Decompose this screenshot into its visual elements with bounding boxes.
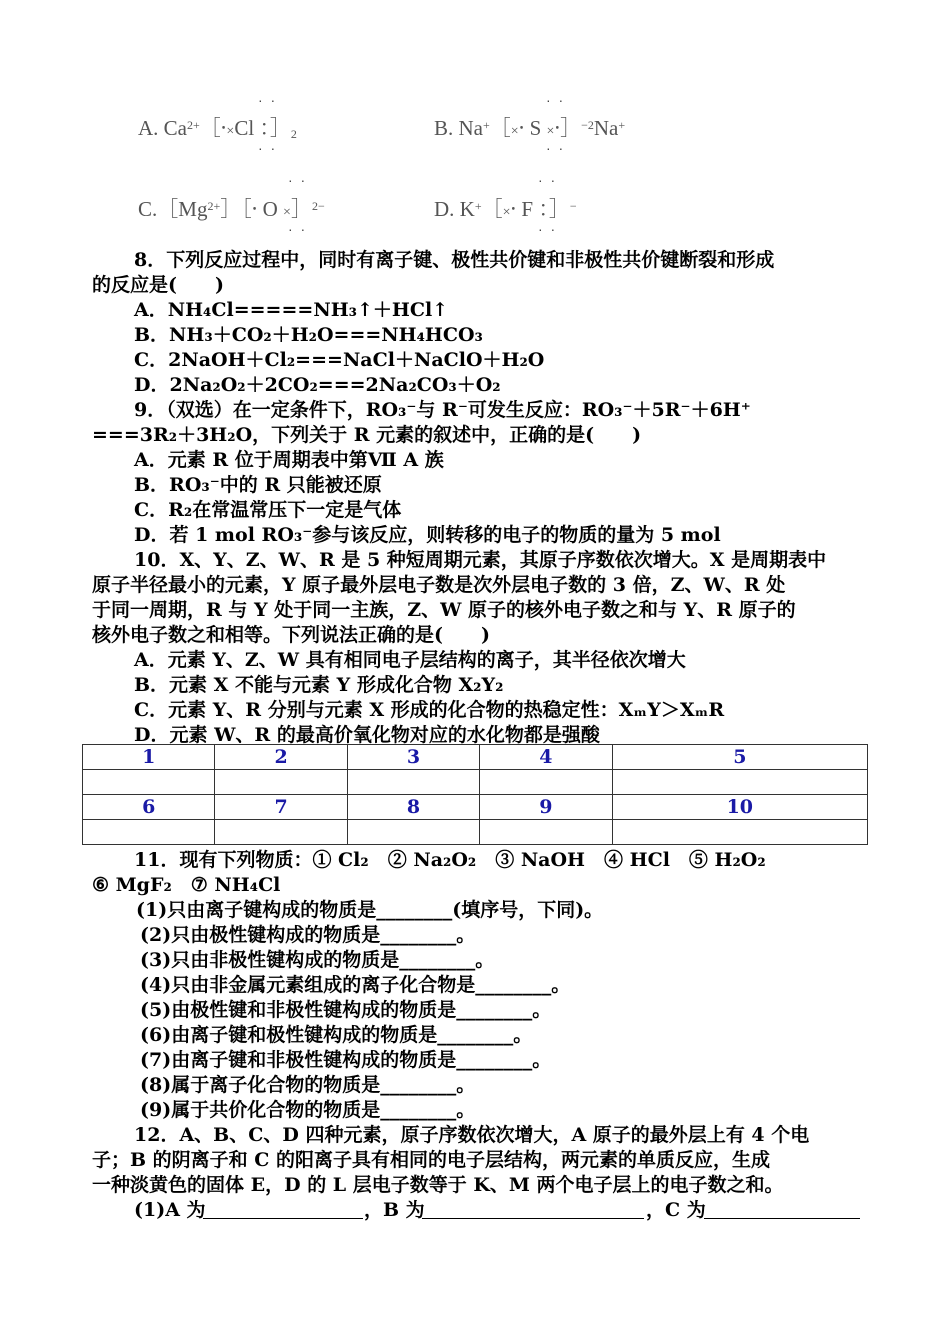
option-label: D. [434, 197, 455, 221]
answer-cell[interactable] [83, 820, 215, 845]
cation: Na [458, 116, 484, 140]
cation-charge: 2+ [187, 118, 200, 132]
cation-charge: + [474, 199, 482, 213]
q12-part-1-c-label: ，C 为 [646, 1199, 706, 1221]
cation-charge: 2+ [207, 199, 221, 213]
anion-charge: − [569, 199, 577, 213]
anion-charge: −2 [581, 118, 594, 132]
q11-part-6: (6)由离子键和极性键构成的物质是________。 [140, 1024, 533, 1046]
anion-symbol: F [521, 197, 534, 221]
q9-option-a: A．元素 R 位于周期表中第Ⅶ A 族 [134, 449, 444, 471]
q11-part-5: (5)由极性键和非极性键构成的物质是________。 [140, 999, 552, 1021]
q10-option-c: C．元素 Y、R 分别与元素 X 形成的化合物的热稳定性：XₘY＞XₘR [134, 699, 725, 721]
q10-option-a: A．元素 Y、Z、W 具有相同电子层结构的离子，其半径依次增大 [134, 649, 686, 671]
q10-stem-4: 核外电子数之和相等。下列说法正确的是( ) [92, 624, 490, 646]
q8-option-b: B．NH₃＋CO₂＋H₂O===NH₄HCO₃ [134, 324, 483, 346]
lone-pair-dots: · · [546, 92, 566, 108]
q8-stem-2: 的反应是( ) [92, 274, 224, 296]
question-number-cell: 2 [215, 745, 347, 770]
answer-cell[interactable] [215, 820, 347, 845]
q10-stem-3: 于同一周期，R 与 Y 处于同一主族，Z、W 原子的核外电子数之和与 Y、R 原子的 [92, 599, 796, 621]
q11-part-3: (3)只由非极性键构成的物质是________。 [140, 949, 495, 971]
q8-option-c: C．2NaOH＋Cl₂===NaCl＋NaClO＋H₂O [134, 349, 545, 371]
lone-pair-dots: · · [288, 221, 308, 237]
question-number-cell: 6 [83, 795, 215, 820]
q7-option-a-formula: A. $Ca^{2+}[⸱\times Cl$ ：$]_2$ [138, 116, 297, 141]
answer-cell[interactable] [347, 820, 479, 845]
answer-table-blank-row [83, 770, 868, 795]
q12-stem-3: 一种淡黄色的固体 E，D 的 L 层电子数等于 K、M 两个电子层上的电子数之和。 [92, 1174, 784, 1196]
answer-cell[interactable] [347, 770, 479, 795]
question-number-cell: 9 [480, 795, 612, 820]
answer-table-header-row [83, 795, 868, 820]
q8-option-a: A．NH₄Cl=====NH₃↑＋HCl↑ [134, 299, 449, 321]
q10-stem-2: 原子半径最小的元素，Y 原子最外层电子数是次外层电子数的 3 倍，Z、W、R 处 [92, 574, 786, 596]
anion-charge: 2− [311, 199, 325, 213]
q11-part-9: (9)属于共价化合物的物质是________。 [140, 1099, 476, 1121]
q11-stem-2: ⑥ MgF₂ ⑦ NH₄Cl [92, 874, 281, 896]
q7-option-c-formula: $C.[Mg^{2+}][⸱$ O ×］$^{2-}$ [138, 197, 325, 221]
cation: K [459, 197, 475, 221]
q10-stem-1: 10．X、Y、Z、W、R 是 5 种短周期元素，其原子序数依次增大。X 是周期表中 [134, 549, 827, 571]
q11-part-7: (7)由离子键和非极性键构成的物质是________。 [140, 1049, 552, 1071]
answer-blank-c[interactable] [704, 1198, 860, 1219]
lone-pair-dots: · · [258, 92, 278, 108]
answer-cell[interactable] [612, 820, 867, 845]
answer-table-blank-row [83, 820, 868, 845]
question-number-cell: 7 [215, 795, 347, 820]
lone-pair-dots: · · [538, 172, 558, 188]
option-label: C. [138, 197, 158, 221]
question-number-cell: 10 [612, 795, 867, 820]
subscript: 2 [290, 127, 297, 141]
q7-option-d-formula: D. K+［×⸱ F ：］− [434, 197, 577, 221]
q9-stem-1: 9．（双选）在一定条件下，RO₃⁻与 R⁻可发生反应：RO₃⁻＋5R⁻＋6H⁺ [134, 399, 751, 421]
q10-option-b: B．元素 X 不能与元素 Y 形成化合物 X₂Y₂ [134, 674, 504, 696]
question-number-cell: 3 [347, 745, 479, 770]
q12-stem-2: 子；B 的阴离子和 C 的阳离子具有相同的电子层结构，两元素的单质反应，生成 [92, 1149, 771, 1171]
answer-cell[interactable] [215, 770, 347, 795]
q11-stem-1: 11．现有下列物质：① Cl₂ ② Na₂O₂ ③ NaOH ④ HCl ⑤ H₂O₂ [134, 849, 766, 871]
cation: Mg [178, 197, 208, 221]
answer-cell[interactable] [83, 770, 215, 795]
answer-cell[interactable] [612, 770, 867, 795]
cation-charge: + [618, 118, 626, 132]
q10-option-d: D．元素 W、R 的最高价氧化物对应的水化物都是强酸 [134, 724, 600, 746]
q11-part-1: (1)只由离子键构成的物质是________(填序号，下同)。 [136, 899, 604, 921]
q12-part-1-a-label: (1)A 为 [134, 1199, 206, 1221]
answer-table-header-row [83, 745, 868, 770]
cation: Na [593, 116, 619, 140]
question-number-cell: 8 [347, 795, 479, 820]
answer-table [82, 744, 868, 845]
q12-stem-1: 12．A、B、C、D 四种元素，原子序数依次增大，A 原子的最外层上有 4 个电 [134, 1124, 810, 1146]
lone-pair-dots: · · [258, 140, 278, 156]
q9-stem-2: ===3R₂＋3H₂O，下列关于 R 元素的叙述中，正确的是( ) [92, 424, 642, 446]
q11-part-2: (2)只由极性键构成的物质是________。 [140, 924, 476, 946]
question-number-cell: 4 [480, 745, 612, 770]
question-number-cell: 1 [83, 745, 215, 770]
lone-pair-dots: · · [546, 140, 566, 156]
answer-blank-a[interactable] [203, 1198, 363, 1219]
q9-option-b: B．RO₃⁻中的 R 只能被还原 [134, 474, 382, 496]
q9-option-d: D．若 1 mol RO₃⁻参与该反应，则转移的电子的物质的量为 5 mol [134, 524, 721, 546]
q8-option-d: D．2Na₂O₂＋2CO₂===2Na₂CO₃＋O₂ [134, 374, 501, 396]
q11-part-4: (4)只由非金属元素组成的离子化合物是________。 [140, 974, 571, 996]
q8-stem-1: 8．下列反应过程中，同时有离子键、极性共价键和非极性共价键断裂和形成 [134, 249, 775, 271]
question-number-cell: 5 [612, 745, 867, 770]
lone-pair-dots: · · [538, 221, 558, 237]
option-label: A. [138, 116, 159, 140]
q9-option-c: C．R₂在常温常压下一定是气体 [134, 499, 402, 521]
answer-blank-b[interactable] [422, 1198, 644, 1219]
q7-option-b-formula: B. Na+［×⸱ S ×⸱］$^{-2}$Na+ [434, 116, 626, 140]
answer-cell[interactable] [480, 820, 612, 845]
q12-part-1-b-label: ，B 为 [364, 1199, 425, 1221]
cation: Ca [163, 116, 187, 140]
anion-symbol: O [262, 197, 278, 221]
option-label: B. [434, 116, 454, 140]
anion-symbol: S [529, 116, 542, 140]
cation-charge: + [483, 118, 490, 132]
anion-symbol: Cl [234, 116, 255, 140]
answer-cell[interactable] [480, 770, 612, 795]
q11-part-8: (8)属于离子化合物的物质是________。 [140, 1074, 476, 1096]
lone-pair-dots: · · [288, 172, 308, 188]
